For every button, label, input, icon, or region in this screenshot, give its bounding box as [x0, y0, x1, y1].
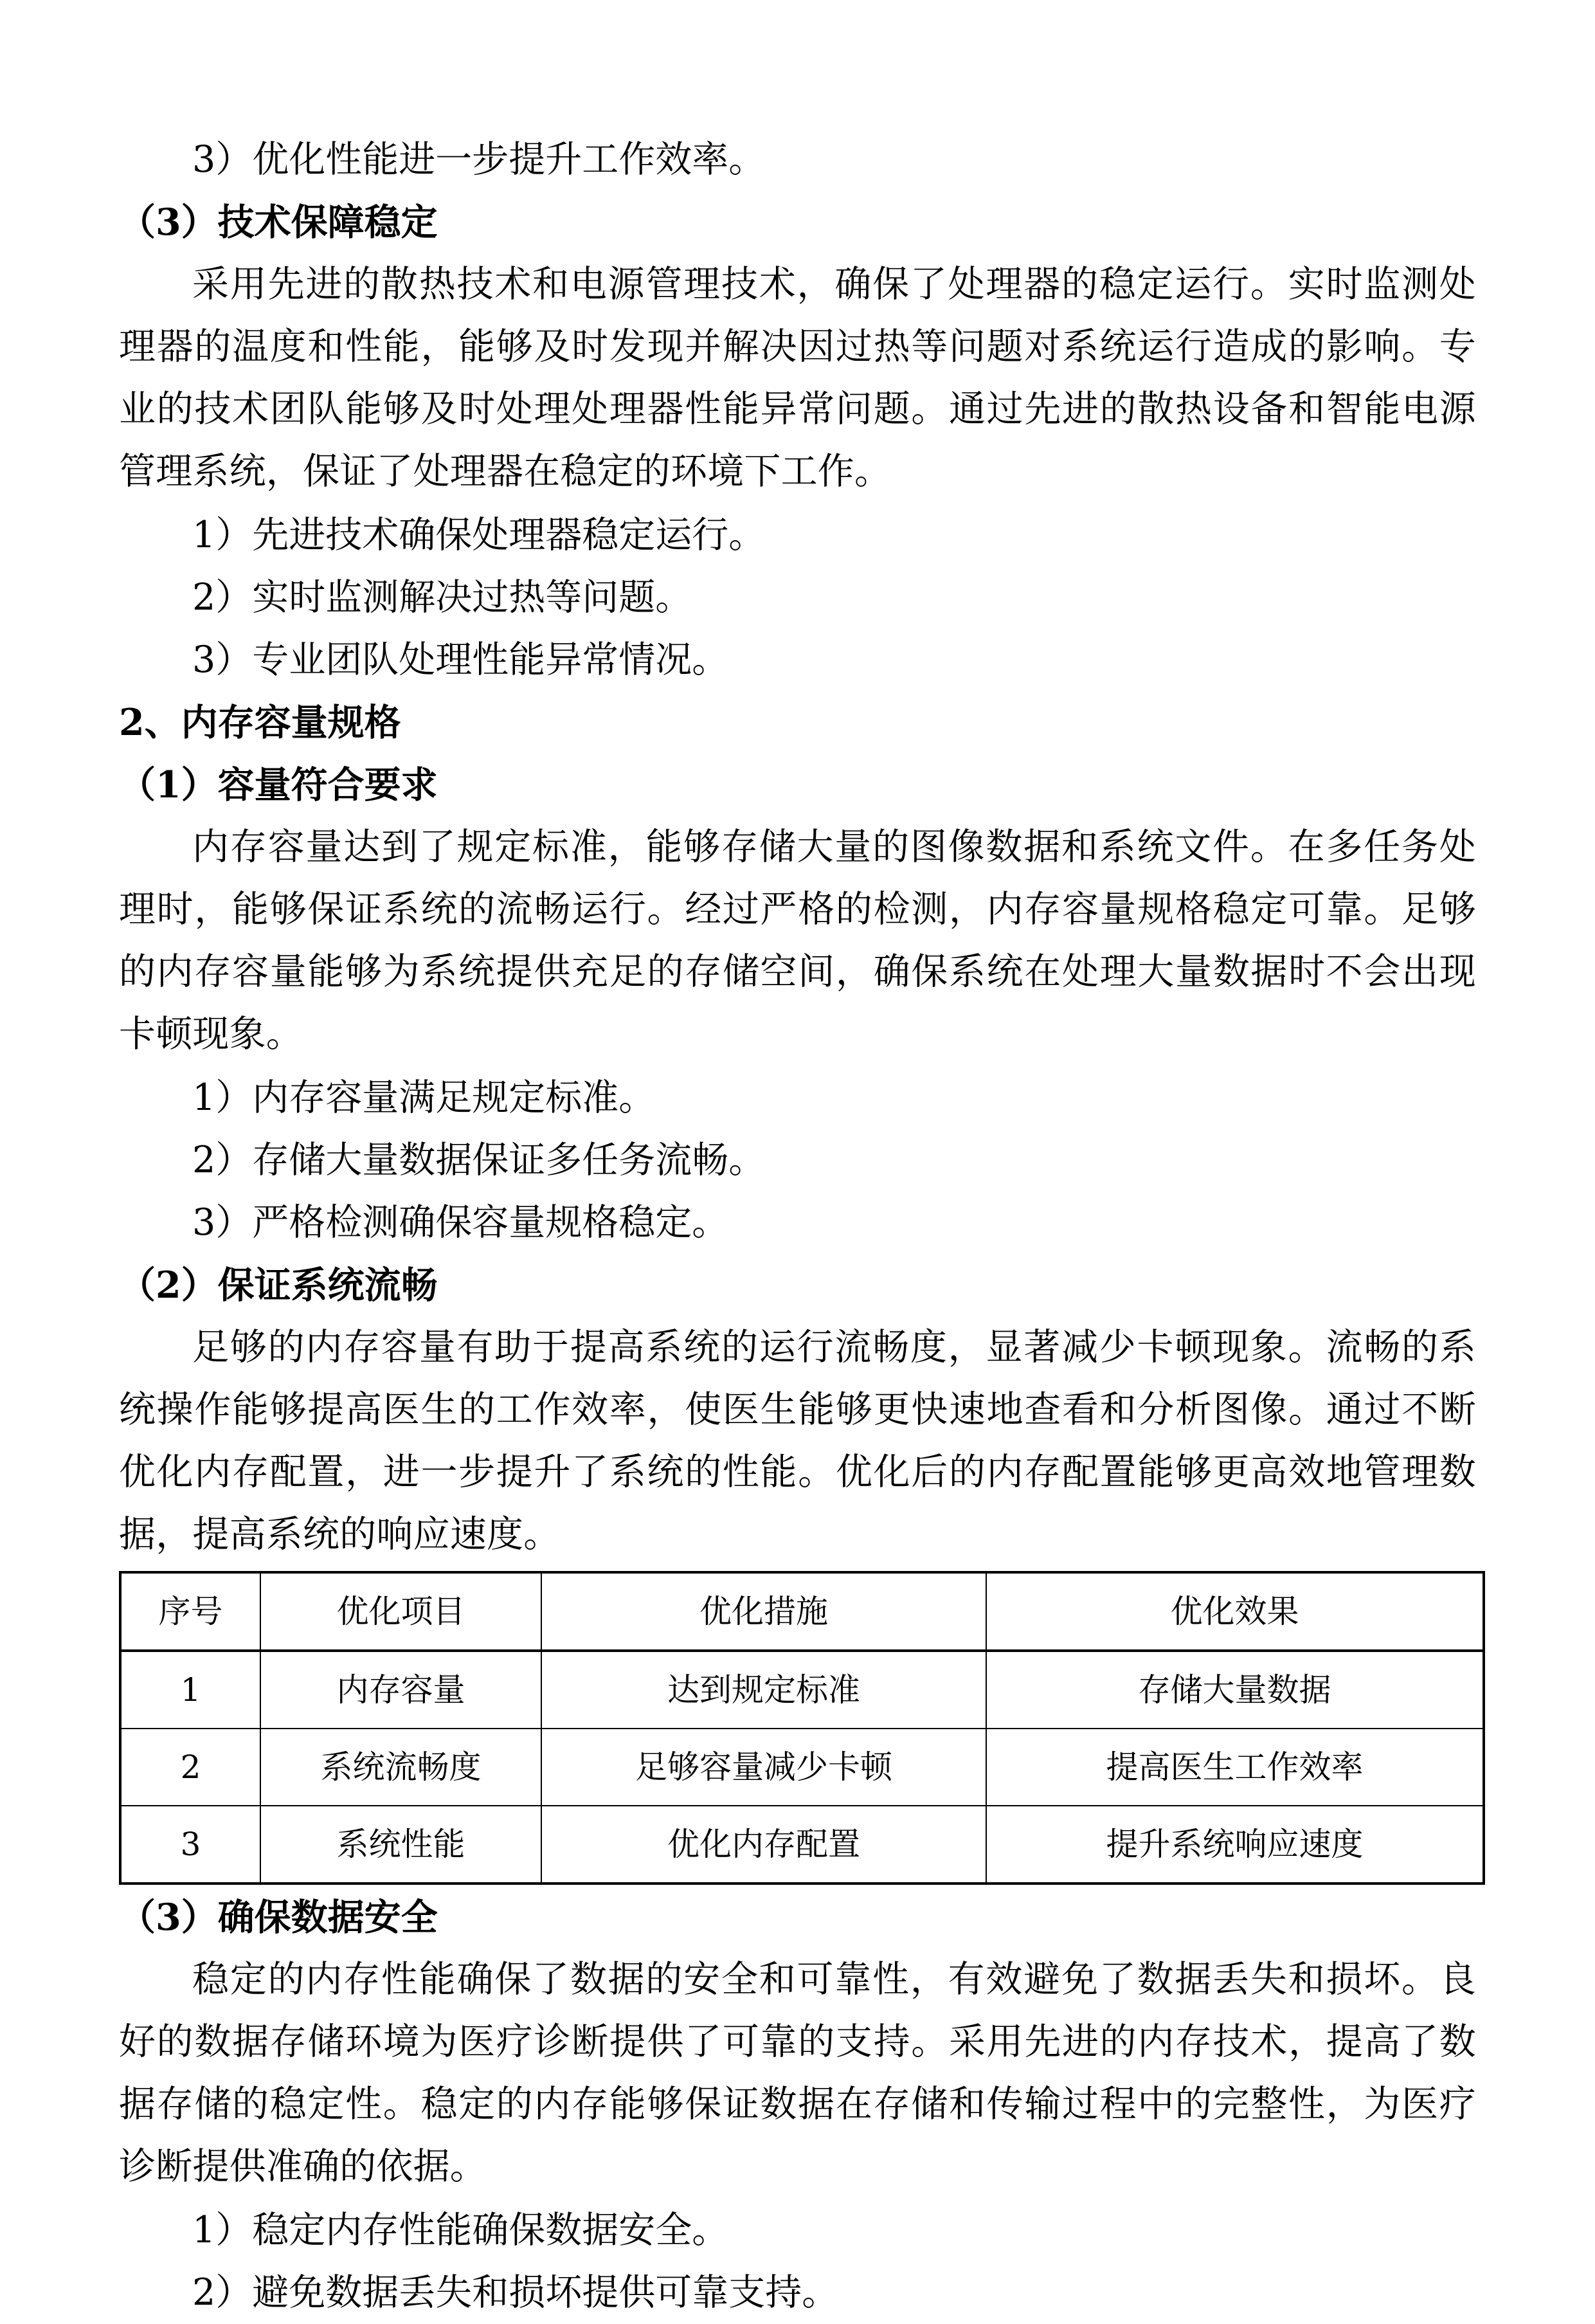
paragraph-technical-stability: 采用先进的散热技术和电源管理技术，确保了处理器的稳定运行。实时监测处理器的温度和性能，能够及时发现并解决因过热等问题对系统运行造成的影响。专业的技术团队能够及时处理处理器性能异常问题。通过先进的散热设备和智能电源管理系统，保证了处理器在稳定的环境下工作。 [119, 263, 1476, 493]
table-header-item: 优化项目 [260, 1572, 541, 1651]
table-cell-measure: 优化内存配置 [541, 1806, 986, 1884]
table-cell-effect: 提升系统响应速度 [986, 1806, 1484, 1884]
table-header-row [120, 1572, 1484, 1651]
table-header-effect: 优化效果 [986, 1572, 1484, 1651]
table-cell-no: 1 [120, 1651, 260, 1729]
table-row [120, 1651, 1484, 1729]
heading-capacity-meets-requirement: （1）容量符合要求 [119, 763, 438, 806]
table-cell-item: 系统性能 [260, 1806, 541, 1884]
table-cell-effect: 提高医生工作效率 [986, 1729, 1484, 1806]
table-cell-item: 内存容量 [260, 1651, 541, 1729]
heading-ensure-smooth-system: （2）保证系统流畅 [119, 1264, 438, 1307]
list-item-capacity-3: 3）严格检测确保容量规格稳定。 [192, 1201, 729, 1244]
table-cell-effect: 存储大量数据 [986, 1651, 1484, 1729]
table-row [120, 1729, 1484, 1806]
list-item-tech-3: 3）专业团队处理性能异常情况。 [192, 639, 729, 681]
table-header-measure: 优化措施 [541, 1572, 986, 1651]
table-cell-no: 3 [120, 1806, 260, 1884]
paragraph-smooth-system: 足够的内存容量有助于提高系统的运行流畅度，显著减少卡顿现象。流畅的系统操作能够提高医生的工作效率，使医生能够更快速地查看和分析图像。通过不断优化内存配置，进一步提升了系统的性能。优化后的内存配置能够更高效地管理数据，提高系统的响应速度。 [119, 1326, 1476, 1556]
heading-memory-capacity-spec: 2、内存容量规格 [119, 701, 401, 744]
table-row [120, 1806, 1484, 1884]
list-item-safety-2: 2）避免数据丢失和损坏提供可靠支持。 [192, 2271, 839, 2314]
list-item-tech-2: 2）实时监测解决过热等问题。 [192, 576, 692, 619]
list-item-capacity-2: 2）存储大量数据保证多任务流畅。 [192, 1139, 766, 1181]
table-cell-item: 系统流畅度 [260, 1729, 541, 1806]
table-header-no: 序号 [120, 1572, 260, 1651]
list-item-safety-1: 1）稳定内存性能确保数据安全。 [192, 2209, 729, 2251]
paragraph-capacity: 内存容量达到了规定标准，能够存储大量的图像数据和系统文件。在多任务处理时，能够保证系统的流畅运行。经过严格的检测，内存容量规格稳定可靠。足够的内存容量能够为系统提供充足的存储空间，确保系统在处理大量数据时不会出现卡顿现象。 [119, 826, 1476, 1055]
table-cell-measure: 足够容量减少卡顿 [541, 1729, 986, 1806]
list-item-capacity-1: 1）内存容量满足规定标准。 [192, 1076, 656, 1119]
optimization-table [119, 1571, 1485, 1885]
heading-technical-stability: （3）技术保障稳定 [119, 201, 438, 244]
table-cell-no: 2 [120, 1729, 260, 1806]
table-cell-measure: 达到规定标准 [541, 1651, 986, 1729]
list-item-tech-1: 1）先进技术确保处理器稳定运行。 [192, 514, 766, 556]
paragraph-data-safety: 稳定的内存性能确保了数据的安全和可靠性，有效避免了数据丢失和损坏。良好的数据存储环境为医疗诊断提供了可靠的支持。采用先进的内存技术，提高了数据存储的稳定性。稳定的内存能够保证数据在存储和传输过程中的完整性，为医疗诊断提供准确的依据。 [119, 1958, 1476, 2188]
heading-ensure-data-safety: （3）确保数据安全 [119, 1896, 438, 1939]
page-content [119, 129, 1476, 2324]
list-item-prev-3: 3）优化性能进一步提升工作效率。 [192, 138, 766, 181]
